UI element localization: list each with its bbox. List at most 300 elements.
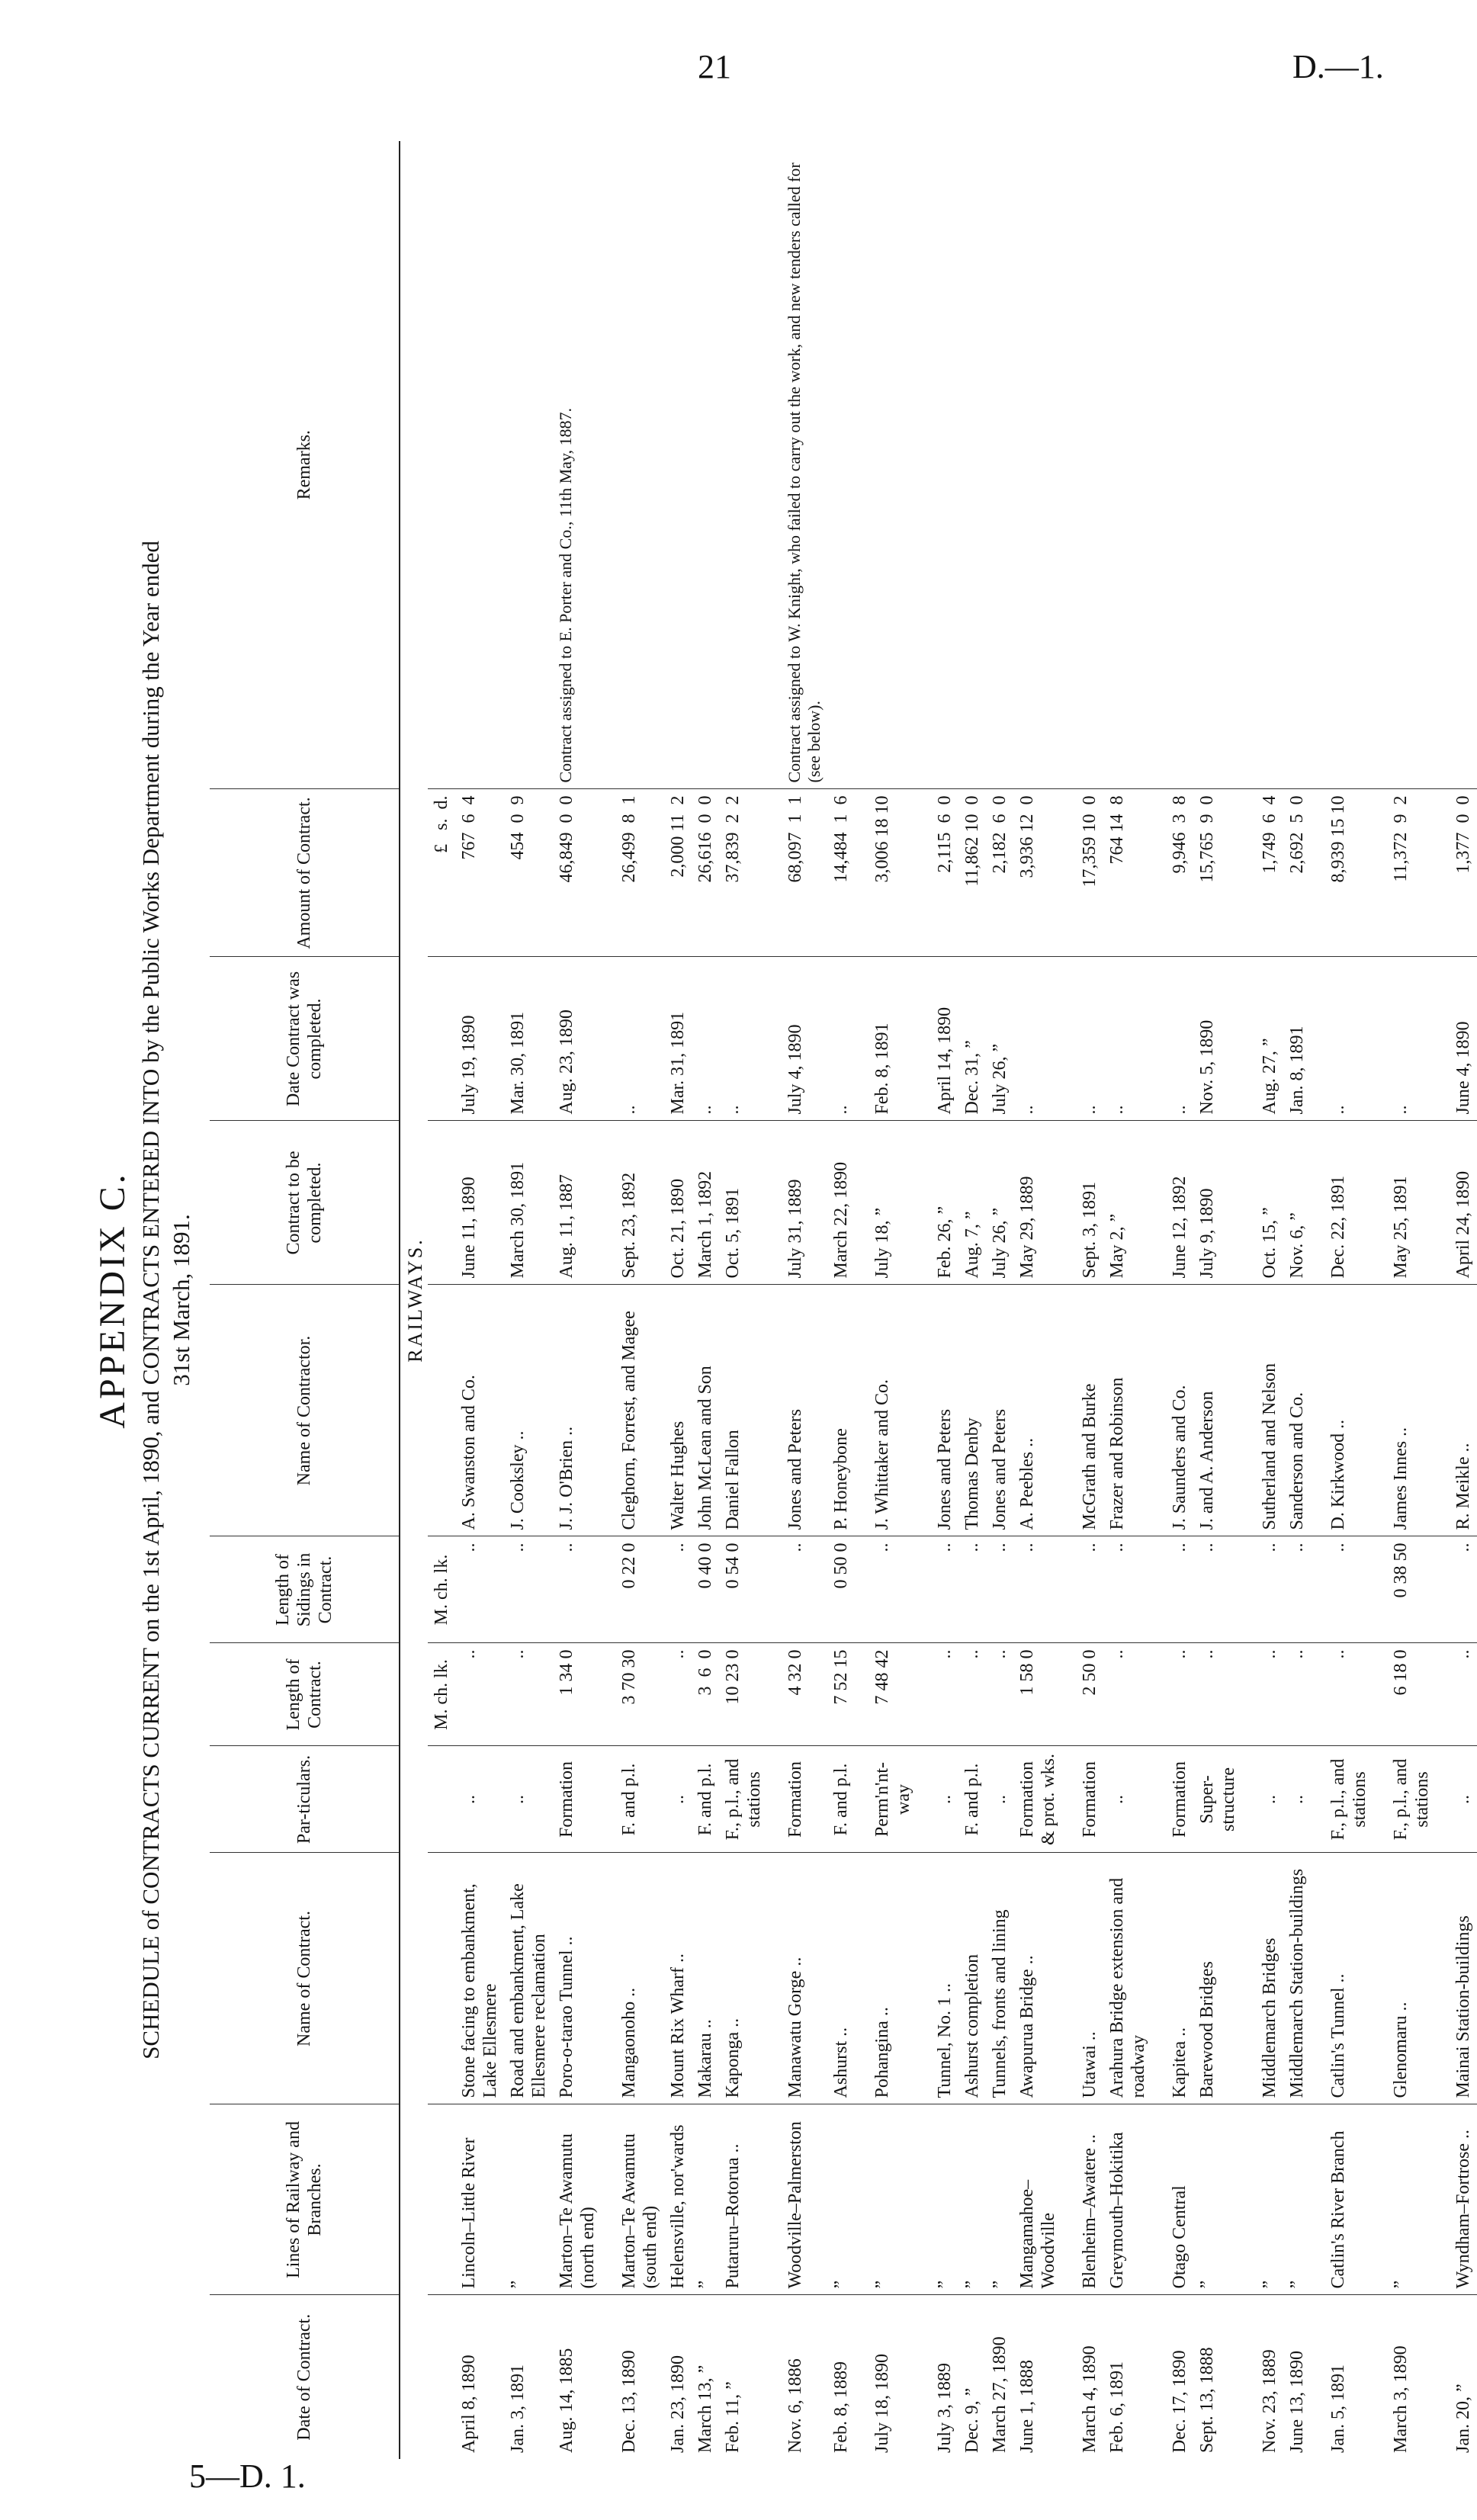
to-complete-cell: May 2, ” (1103, 1121, 1152, 1285)
completed-cell: Aug. 23, 1890 (553, 957, 602, 1121)
sidings-cell: .. (455, 1536, 504, 1643)
completed-cell: .. (1013, 957, 1062, 1121)
completed-cell: Jan. 8, 1891 (1283, 957, 1311, 1121)
contractor-cell: P. Honeybone (827, 1285, 855, 1536)
completed-cell: .. (602, 957, 664, 1121)
sidings-cell: .. (1311, 1536, 1373, 1643)
remarks-cell: Contract assigned to W. Knight, who failed to carry out the work, and new tenders called for (see below). (785, 162, 824, 783)
contract-name-cell: Poro-o-tarao Tunnel .. (553, 1853, 602, 2104)
table-row (719, 141, 768, 2459)
table-row (1373, 141, 1436, 2459)
contractor-cell: J. J. O'Brien .. (553, 1285, 602, 1536)
particulars-cell: Formation (553, 1746, 602, 1853)
particulars-cell: Formation & prot. wks. (1013, 1746, 1062, 1853)
contract-name-cell: Kaponga .. (719, 1853, 768, 2104)
contractor-cell: J. Cooksley .. (504, 1285, 553, 1536)
contractor-cell: James Innes .. (1373, 1285, 1436, 1536)
amount-cell: 46,849 0 0 (553, 789, 602, 957)
line-cell: Otago Central (1152, 2104, 1193, 2295)
table-row (986, 141, 1013, 2459)
particulars-cell: F. and p.l. (958, 1746, 986, 1853)
date-cell: March 13, ” (692, 2295, 719, 2459)
date-cell: Dec. 9, ” (958, 2295, 986, 2459)
table-row (1152, 141, 1193, 2459)
line-cell: Woodville–Palmerston (768, 2104, 827, 2295)
remarks-cell (958, 141, 986, 789)
amount-cell: 454 0 9 (504, 789, 553, 957)
contractor-cell: Cleghorn, Forrest, and Magee (602, 1285, 664, 1536)
sidings-cell: .. (553, 1536, 602, 1643)
line-cell: Marton–Te Awamutu (north end) (553, 2104, 602, 2295)
contractor-cell: Walter Hughes (664, 1285, 692, 1536)
amount-cell: 9,946 3 8 (1152, 789, 1193, 957)
date-cell: Dec. 17, 1890 (1152, 2295, 1193, 2459)
sidings-cell: .. (958, 1536, 986, 1643)
contract-name-cell: Ashurst .. (827, 1853, 855, 2104)
sidings-cell: .. (1242, 1536, 1283, 1643)
contractor-cell: Sutherland and Nelson (1242, 1285, 1283, 1536)
col-header-contractor: Name of Contractor. (210, 1285, 400, 1536)
amount-cell: 3,006 18 10 (855, 789, 917, 957)
amount-cell: 11,372 9 2 (1373, 789, 1436, 957)
date-cell: Feb. 11, ” (719, 2295, 768, 2459)
to-complete-cell: March 30, 1891 (504, 1121, 553, 1285)
date-cell: Aug. 14, 1885 (553, 2295, 602, 2459)
date-cell: June 13, 1890 (1283, 2295, 1311, 2459)
sidings-cell: .. (504, 1536, 553, 1643)
col-header-length: Length of Contract. (210, 1643, 400, 1746)
remarks-cell (1242, 141, 1283, 789)
table-row (1193, 141, 1242, 2459)
amount-cell: 37,839 2 2 (719, 789, 768, 957)
to-complete-cell: Oct. 5, 1891 (719, 1121, 768, 1285)
line-cell: ” (1193, 2104, 1242, 2295)
contracts-table (210, 141, 1477, 2459)
document-id: D.—1. (1292, 48, 1384, 85)
length-cell: 2 50 0 (1062, 1643, 1103, 1746)
appendix-title: APPENDIX C. (92, 1171, 133, 1429)
contract-name-cell: Mainai Station-buildings (1436, 1853, 1477, 2104)
contractor-cell: R. Meikle .. (1436, 1285, 1477, 1536)
particulars-cell: .. (1283, 1746, 1311, 1853)
to-complete-cell: Dec. 22, 1891 (1311, 1121, 1373, 1285)
completed-cell: Dec. 31, ” (958, 957, 986, 1121)
length-cell: .. (917, 1643, 958, 1746)
length-cell: .. (986, 1643, 1013, 1746)
line-cell: Helensville, nor'wards (664, 2104, 692, 2295)
col-header-date: Date of Contract. (210, 2295, 400, 2459)
sidings-cell: 0 50 0 (827, 1536, 855, 1643)
line-cell: ” (827, 2104, 855, 2295)
line-cell: Lincoln–Little River (455, 2104, 504, 2295)
contract-name-cell: Mangaonoho .. (602, 1853, 664, 2104)
date-cell: Dec. 13, 1890 (602, 2295, 664, 2459)
particulars-cell: .. (455, 1746, 504, 1853)
completed-cell: .. (1152, 957, 1193, 1121)
units-row (428, 141, 455, 2459)
date-cell: Jan. 23, 1890 (664, 2295, 692, 2459)
length-cell: .. (1242, 1643, 1283, 1746)
particulars-cell: .. (1242, 1746, 1283, 1853)
contractor-cell: D. Kirkwood .. (1311, 1285, 1373, 1536)
amount-cell: 2,000 11 2 (664, 789, 692, 957)
contract-name-cell: Barewood Bridges (1193, 1853, 1242, 2104)
to-complete-cell: Feb. 26, ” (917, 1121, 958, 1285)
particulars-cell: F. and p.l. (827, 1746, 855, 1853)
to-complete-cell: March 1, 1892 (692, 1121, 719, 1285)
amount-cell: 1,377 0 0 (1436, 789, 1477, 957)
particulars-cell: Formation (1152, 1746, 1193, 1853)
section-row (400, 141, 428, 2459)
table-row (553, 141, 602, 2459)
subtitle-line-1: SCHEDULE of CONTRACTS CURRENT on the 1st April, 1890, and CONTRACTS ENTERED INTO by the Public Works Department during the Year ended (137, 541, 164, 2059)
sidings-cell: .. (1103, 1536, 1152, 1643)
page-number: 21 (698, 48, 731, 85)
to-complete-cell: July 9, 1890 (1193, 1121, 1242, 1285)
remarks-cell (1283, 141, 1311, 789)
remarks-cell (1373, 141, 1436, 789)
date-cell: March 4, 1890 (1062, 2295, 1103, 2459)
contractor-cell: John McLean and Son (692, 1285, 719, 1536)
amount-cell: 1,749 6 4 (1242, 789, 1283, 957)
contract-name-cell: Makarau .. (692, 1853, 719, 2104)
table-body (400, 141, 1477, 2459)
col-header-particulars: Par-ticulars. (210, 1746, 400, 1853)
subtitle-line-2: 31st March, 1891. (168, 1214, 194, 1386)
length-cell: 7 52 15 (827, 1643, 855, 1746)
line-cell: Putaruru–Rotorua .. (719, 2104, 768, 2295)
amount-cell: 26,499 8 1 (602, 789, 664, 957)
amount-cell: 767 6 4 (455, 789, 504, 957)
to-complete-cell: Sept. 3, 1891 (1062, 1121, 1103, 1285)
amount-cell: 26,616 0 0 (692, 789, 719, 957)
table-row (1103, 141, 1152, 2459)
to-complete-cell: March 22, 1890 (827, 1121, 855, 1285)
remarks-cell (1152, 141, 1193, 789)
amount-cell: 3,936 12 0 (1013, 789, 1062, 957)
contractor-cell: J. Whittaker and Co. (855, 1285, 917, 1536)
date-cell: March 27, 1890 (986, 2295, 1013, 2459)
amount-cell: 11,862 10 0 (958, 789, 986, 957)
date-cell: April 8, 1890 (455, 2295, 504, 2459)
remarks-cell (664, 141, 692, 789)
remarks-cell (692, 141, 719, 789)
sidings-cell: .. (664, 1536, 692, 1643)
sidings-cell: .. (1193, 1536, 1242, 1643)
particulars-cell: Super-structure (1193, 1746, 1242, 1853)
line-cell: Marton–Te Awamutu (south end) (602, 2104, 664, 2295)
table-row (1311, 141, 1373, 2459)
amount-cell: 2,182 6 0 (986, 789, 1013, 957)
date-cell: Nov. 23, 1889 (1242, 2295, 1283, 2459)
contractor-cell: Jones and Peters (768, 1285, 827, 1536)
particulars-cell: .. (1103, 1746, 1152, 1853)
section-label: RAILWAYS. (404, 1238, 426, 1363)
date-cell: Sept. 13, 1888 (1193, 2295, 1242, 2459)
particulars-cell: Perm'n'nt-way (855, 1746, 917, 1853)
to-complete-cell: Nov. 6, ” (1283, 1121, 1311, 1285)
date-cell: Jan. 3, 1891 (504, 2295, 553, 2459)
remarks-cell (827, 141, 855, 789)
remarks-cell (1193, 141, 1242, 789)
col-header-completed: Date Contract was completed. (210, 957, 400, 1121)
schedule-subtitle (136, 141, 197, 2459)
particulars-cell: Formation (1062, 1746, 1103, 1853)
amount-cell: 2,115 6 0 (917, 789, 958, 957)
length-cell: 10 23 0 (719, 1643, 768, 1746)
completed-cell: .. (1311, 957, 1373, 1121)
to-complete-cell: Aug. 7, ” (958, 1121, 986, 1285)
completed-cell: April 14, 1890 (917, 957, 958, 1121)
length-cell: .. (1193, 1643, 1242, 1746)
remarks-cell (719, 141, 768, 789)
particulars-cell: F., p.l., and stations (1373, 1746, 1436, 1853)
length-cell: .. (1311, 1643, 1373, 1746)
contract-name-cell: Middlemarch Bridges (1242, 1853, 1283, 2104)
sidings-cell: .. (855, 1536, 917, 1643)
length-cell: .. (1152, 1643, 1193, 1746)
completed-cell: .. (719, 957, 768, 1121)
length-cell: .. (958, 1643, 986, 1746)
contractor-cell: J. Saunders and Co. (1152, 1285, 1193, 1536)
contract-name-cell: Stone facing to embankment, Lake Ellesmere (455, 1853, 504, 2104)
sidings-cell: .. (1062, 1536, 1103, 1643)
date-cell: Feb. 6, 1891 (1103, 2295, 1152, 2459)
table-row (917, 141, 958, 2459)
table-row (455, 141, 504, 2459)
particulars-cell: F., p.l., and stations (1311, 1746, 1373, 1853)
contract-name-cell: Ashurst completion (958, 1853, 986, 2104)
table-row (1062, 141, 1103, 2459)
amount-cell: 15,765 9 0 (1193, 789, 1242, 957)
completed-cell: July 26, ” (986, 957, 1013, 1121)
length-cell: 4 32 0 (768, 1643, 827, 1746)
to-complete-cell: June 11, 1890 (455, 1121, 504, 1285)
line-cell: ” (1242, 2104, 1283, 2295)
table-row (1242, 141, 1283, 2459)
to-complete-cell: July 18, ” (855, 1121, 917, 1285)
length-cell: .. (1103, 1643, 1152, 1746)
contract-name-cell: Arahura Bridge extension and roadway (1103, 1853, 1152, 2104)
length-cell: .. (455, 1643, 504, 1746)
col-header-sidings: Length of Sidings in Contract. (210, 1536, 400, 1643)
particulars-cell: F. and p.l. (692, 1746, 719, 1853)
remarks-cell (1013, 141, 1062, 789)
contract-name-cell: Road and embankment, Lake Ellesmere reclamation (504, 1853, 553, 2104)
sidings-unit: M. ch. lk. (428, 1536, 455, 1643)
amount-cell: 2,692 5 0 (1283, 789, 1311, 957)
length-cell: 3 70 30 (602, 1643, 664, 1746)
particulars-cell: .. (917, 1746, 958, 1853)
contract-name-cell: Tunnels, fronts and lining (986, 1853, 1013, 2104)
completed-cell: .. (1103, 957, 1152, 1121)
contract-name-cell: Glenomaru .. (1373, 1853, 1436, 2104)
sidings-cell: .. (986, 1536, 1013, 1643)
remarks-cell (1436, 141, 1477, 789)
completed-cell: July 19, 1890 (455, 957, 504, 1121)
completed-cell: Nov. 5, 1890 (1193, 957, 1242, 1121)
contract-name-cell: Manawatu Gorge .. (768, 1853, 827, 2104)
line-cell: ” (855, 2104, 917, 2295)
to-complete-cell: May 25, 1891 (1373, 1121, 1436, 1285)
length-cell: 1 58 0 (1013, 1643, 1062, 1746)
completed-cell: Feb. 8, 1891 (855, 957, 917, 1121)
line-cell: Blenheim–Awatere .. (1062, 2104, 1103, 2295)
table-row (1283, 141, 1311, 2459)
table-row (664, 141, 692, 2459)
sidings-cell: 0 38 50 (1373, 1536, 1436, 1643)
table-row (958, 141, 986, 2459)
contract-name-cell: Tunnel, No. 1 .. (917, 1853, 958, 2104)
completed-cell: .. (1062, 957, 1103, 1121)
contracts-table-wrapper (210, 141, 1477, 2459)
table-row (692, 141, 719, 2459)
contractor-cell: Jones and Peters (917, 1285, 958, 1536)
date-cell: Feb. 8, 1889 (827, 2295, 855, 2459)
col-header-to-complete: Contract to be completed. (210, 1121, 400, 1285)
completed-cell: .. (1373, 957, 1436, 1121)
sidings-cell: .. (1283, 1536, 1311, 1643)
date-cell: Jan. 5, 1891 (1311, 2295, 1373, 2459)
table-row (827, 141, 855, 2459)
rotated-schedule (76, 141, 1473, 2459)
line-cell: ” (958, 2104, 986, 2295)
completed-cell: Mar. 31, 1891 (664, 957, 692, 1121)
sidings-cell: .. (1013, 1536, 1062, 1643)
contractor-cell: Thomas Denby (958, 1285, 986, 1536)
particulars-cell: .. (504, 1746, 553, 1853)
date-cell: July 18, 1890 (855, 2295, 917, 2459)
contractor-cell: Daniel Fallon (719, 1285, 768, 1536)
line-cell: ” (1283, 2104, 1311, 2295)
remarks-cell (455, 141, 504, 789)
date-cell: Nov. 6, 1886 (768, 2295, 827, 2459)
date-cell: March 3, 1890 (1373, 2295, 1436, 2459)
header-row (210, 141, 400, 2459)
completed-cell: .. (827, 957, 855, 1121)
completed-cell: Aug. 27, ” (1242, 957, 1283, 1121)
contract-name-cell: Middlemarch Station-buildings (1283, 1853, 1311, 2104)
sidings-cell: .. (768, 1536, 827, 1643)
completed-cell: .. (692, 957, 719, 1121)
contract-name-cell: Mount Rix Wharf .. (664, 1853, 692, 2104)
amount-cell: 17,359 10 0 (1062, 789, 1103, 957)
to-complete-cell: Oct. 15, ” (1242, 1121, 1283, 1285)
amount-unit: £ s. d. (428, 789, 455, 957)
line-cell: Catlin's River Branch (1311, 2104, 1373, 2295)
amount-cell: 14,484 1 6 (827, 789, 855, 957)
length-cell: 3 6 0 (692, 1643, 719, 1746)
sidings-cell: .. (917, 1536, 958, 1643)
to-complete-cell: April 24, 1890 (1436, 1121, 1477, 1285)
contract-name-cell: Utawai .. (1062, 1853, 1103, 2104)
completed-cell: Mar. 30, 1891 (504, 957, 553, 1121)
length-unit: M. ch. lk. (428, 1643, 455, 1746)
contract-name-cell: Catlin's Tunnel .. (1311, 1853, 1373, 2104)
to-complete-cell: July 26, ” (986, 1121, 1013, 1285)
contractor-cell: McGrath and Burke (1062, 1285, 1103, 1536)
page-footer: 5—D. 1. (189, 2457, 306, 2495)
line-cell: Greymouth–Hokitika (1103, 2104, 1152, 2295)
sidings-cell: .. (1152, 1536, 1193, 1643)
line-cell: Mangamahoe–Woodville (1013, 2104, 1062, 2295)
to-complete-cell: Aug. 11, 1887 (553, 1121, 602, 1285)
amount-cell: 764 14 8 (1103, 789, 1152, 957)
contract-name-cell: Awapuruа Bridge .. (1013, 1853, 1062, 2104)
contract-name-cell: Pohangina .. (855, 1853, 917, 2104)
sidings-cell: 0 40 0 (692, 1536, 719, 1643)
line-cell: ” (917, 2104, 958, 2295)
length-cell: 7 48 42 (855, 1643, 917, 1746)
table-row (855, 141, 917, 2459)
particulars-cell: .. (664, 1746, 692, 1853)
date-cell: June 1, 1888 (1013, 2295, 1062, 2459)
contractor-cell: Jones and Peters (986, 1285, 1013, 1536)
line-cell: ” (1373, 2104, 1436, 2295)
length-cell: .. (664, 1643, 692, 1746)
col-header-amount: Amount of Contract. (210, 789, 400, 957)
table-row (1436, 141, 1477, 2459)
line-cell: ” (504, 2104, 553, 2295)
remarks-cell (1311, 141, 1373, 789)
to-complete-cell: July 31, 1889 (768, 1121, 827, 1285)
particulars-cell: .. (986, 1746, 1013, 1853)
length-cell: .. (504, 1643, 553, 1746)
amount-cell: 68,097 1 1 (768, 789, 827, 957)
table-row (504, 141, 553, 2459)
completed-cell: June 4, 1890 (1436, 957, 1477, 1121)
amount-cell: 8,939 15 10 (1311, 789, 1373, 957)
col-header-remarks: Remarks. (210, 141, 400, 789)
to-complete-cell: May 29, 1889 (1013, 1121, 1062, 1285)
sidings-cell: .. (1436, 1536, 1477, 1643)
contractor-cell: Sanderson and Co. (1283, 1285, 1311, 1536)
particulars-cell: F. and p.l. (602, 1746, 664, 1853)
sidings-cell: 0 54 0 (719, 1536, 768, 1643)
remarks-cell (504, 141, 553, 789)
length-cell: 1 34 0 (553, 1643, 602, 1746)
col-header-name: Name of Contract. (210, 1853, 400, 2104)
particulars-cell: Formation (768, 1746, 827, 1853)
to-complete-cell: June 12, 1892 (1152, 1121, 1193, 1285)
to-complete-cell: Oct. 21, 1890 (664, 1121, 692, 1285)
remarks-cell (1103, 141, 1152, 789)
line-cell: ” (986, 2104, 1013, 2295)
date-cell: July 3, 1889 (917, 2295, 958, 2459)
length-cell: .. (1436, 1643, 1477, 1746)
particulars-cell: .. (1436, 1746, 1477, 1853)
remarks-cell (855, 141, 917, 789)
contractor-cell: Frazer and Robinson (1103, 1285, 1152, 1536)
table-row (1013, 141, 1062, 2459)
table-row (602, 141, 664, 2459)
line-cell: ” (692, 2104, 719, 2295)
remarks-cell (986, 141, 1013, 789)
completed-cell: July 4, 1890 (768, 957, 827, 1121)
remarks-cell (1062, 141, 1103, 789)
table-row (768, 141, 827, 2459)
line-cell: Wyndham–Fortrose .. (1436, 2104, 1477, 2295)
sidings-cell: 0 22 0 (602, 1536, 664, 1643)
length-cell: 6 18 0 (1373, 1643, 1436, 1746)
contractor-cell: J. and A. Anderson (1193, 1285, 1242, 1536)
col-header-line: Lines of Railway and Branches. (210, 2104, 400, 2295)
particulars-cell: F., p.l., and stations (719, 1746, 768, 1853)
to-complete-cell: Sept. 23, 1892 (602, 1121, 664, 1285)
remarks-cell (602, 141, 664, 789)
contractor-cell: A. Swanston and Co. (455, 1285, 504, 1536)
contractor-cell: A. Peebles .. (1013, 1285, 1062, 1536)
